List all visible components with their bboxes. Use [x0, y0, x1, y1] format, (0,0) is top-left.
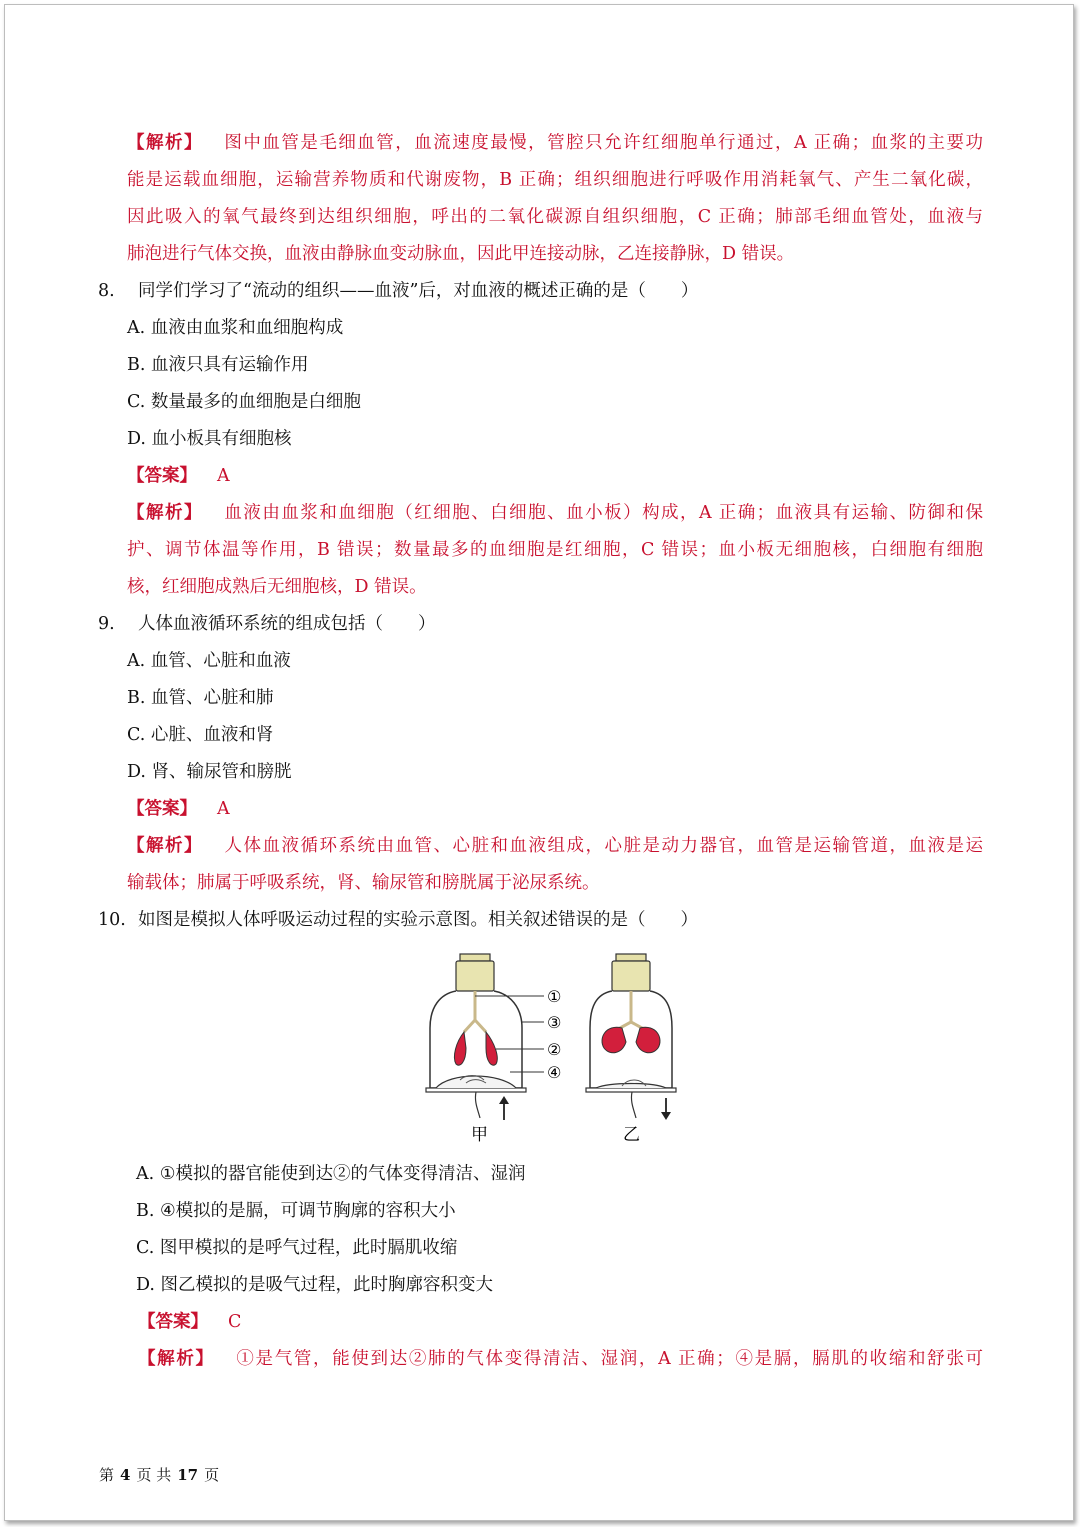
- q7-analysis-line-1: 【解析】 图中血管是毛细血管，血流速度最慢，管腔只允许红细胞单行通过，A 正确；血浆的主要功: [127, 133, 983, 153]
- jar-yi-left-lung: [602, 1027, 626, 1053]
- question-number: 9.: [98, 614, 115, 634]
- q9-stem: 9. 人体血液循环系统的组成包括（ ）: [98, 611, 954, 637]
- q9-answer: 【答案】 A: [127, 799, 230, 819]
- q7-analysis-line-3: 因此吸入的氧气最终到达组织细胞，呼出的二氧化碳源自组织细胞，C 正确；肺部毛细血管处，血液与: [127, 207, 983, 227]
- question-number: 8.: [98, 281, 115, 301]
- jar-jia-base: [426, 1088, 526, 1092]
- answer-tag: 【答案】: [127, 799, 197, 819]
- page-footer: 第 4 页 共 17 页: [99, 1466, 220, 1484]
- caption-jia: 甲: [471, 1125, 488, 1145]
- q8-option-d: D. 血小板具有细胞核: [127, 429, 292, 449]
- q8-analysis-line-2: 护、调节体温等作用，B 错误；数量最多的血细胞是红细胞，C 错误；血小板无细胞核，白细胞有细胞: [127, 540, 983, 560]
- q8-option-b: B. 血液只具有运输作用: [127, 355, 309, 375]
- q8-option-c: C. 数量最多的血细胞是白细胞: [127, 392, 361, 412]
- jar-jia-right-lung: [486, 1032, 497, 1065]
- q8-analysis-line-3: 核，红细胞成熟后无细胞核，D 错误。: [127, 577, 427, 597]
- jar-yi-right-lung: [636, 1027, 660, 1053]
- q8-analysis-line-1: 【解析】 血液由血浆和血细胞（红细胞、白细胞、血小板）构成，A 正确；血液具有运输、防御和保: [127, 503, 983, 523]
- q9-option-d: D. 肾、输尿管和膀胱: [127, 762, 292, 782]
- current-page: 4: [120, 1466, 131, 1484]
- jar-yi: [586, 954, 676, 1145]
- breathing-model-figure: [420, 952, 680, 1148]
- jar-yi-diaphragm: [596, 1084, 666, 1089]
- q10-stem: 10. 如图是模拟人体呼吸运动过程的实验示意图。相关叙述错误的是（ ）: [98, 907, 954, 933]
- jar-jia-string: [475, 1092, 480, 1118]
- q10-option-a: A. ①模拟的器官能使到达②的气体变得清洁、湿润: [136, 1164, 526, 1184]
- analysis-tag: 【解析】: [138, 1349, 215, 1369]
- q7-analysis-line-4: 肺泡进行气体交换，血液由静脉血变动脉血，因此甲连接动脉，乙连接静脉，D 错误。: [127, 244, 795, 264]
- question-number: 10.: [98, 910, 126, 930]
- jar-yi-base: [586, 1088, 676, 1092]
- jar-jia-left-lung: [454, 1032, 466, 1065]
- caption-yi: 乙: [623, 1125, 640, 1145]
- q10-option-c: C. 图甲模拟的是呼气过程，此时膈肌收缩: [136, 1238, 458, 1258]
- label-4: ④: [547, 1063, 562, 1082]
- jar-yi-stopper: [612, 961, 650, 991]
- q10-analysis-line-1: 【解析】 ①是气管，能使到达②肺的气体变得清洁、湿润，A 正确；④是膈，膈肌的收缩和舒张可: [138, 1349, 984, 1369]
- jar-yi-bronchi: [620, 1022, 642, 1028]
- jar-jia-diaphragm: [436, 1076, 516, 1088]
- jar-jia-bronchi: [464, 1020, 486, 1032]
- q10-option-d: D. 图乙模拟的是吸气过程，此时胸廓容积变大: [136, 1275, 494, 1295]
- jar-jia-tube-cap: [460, 954, 490, 961]
- jar-jia: [426, 954, 561, 1145]
- q9-option-a: A. 血管、心脏和血液: [127, 651, 291, 671]
- jar-jia-up-arrow-head: [499, 1096, 509, 1104]
- q8-answer: 【答案】 A: [127, 466, 230, 486]
- q9-analysis-line-1: 【解析】 人体血液循环系统由血管、心脏和血液组成，心脏是动力器官，血管是运输管道，血液是运: [127, 836, 983, 856]
- q8-stem: 8. 同学们学习了“流动的组织——血液”后，对血液的概述正确的是（ ）: [98, 278, 954, 304]
- analysis-tag: 【解析】: [127, 503, 203, 523]
- label-3: ③: [547, 1013, 562, 1032]
- analysis-tag: 【解析】: [127, 133, 203, 153]
- answer-tag: 【答案】: [127, 466, 197, 486]
- jar-yi-down-arrow-head: [661, 1112, 671, 1120]
- label-1: ①: [547, 987, 562, 1006]
- q8-option-a: A. 血液由血浆和血细胞构成: [127, 318, 344, 338]
- q9-option-c: C. 心脏、血液和肾: [127, 725, 274, 745]
- answer-tag: 【答案】: [138, 1312, 208, 1332]
- jar-jia-stopper: [456, 961, 494, 991]
- q9-analysis-line-2: 输载体；肺属于呼吸系统，肾、输尿管和膀胱属于泌尿系统。: [127, 873, 600, 893]
- q10-answer: 【答案】 C: [138, 1312, 242, 1332]
- q10-option-b: B. ④模拟的是膈，可调节胸廓的容积大小: [136, 1201, 456, 1221]
- q9-option-b: B. 血管、心脏和肺: [127, 688, 274, 708]
- analysis-tag: 【解析】: [127, 836, 203, 856]
- q7-analysis-line-2: 能是运载血细胞，运输营养物质和代谢废物，B 正确；组织细胞进行呼吸作用消耗氧气、产生二氧化碳，: [127, 170, 983, 190]
- jar-yi-tube-cap: [616, 954, 646, 961]
- label-2: ②: [547, 1040, 562, 1059]
- jar-yi-string: [631, 1092, 636, 1118]
- total-pages: 17: [177, 1466, 199, 1484]
